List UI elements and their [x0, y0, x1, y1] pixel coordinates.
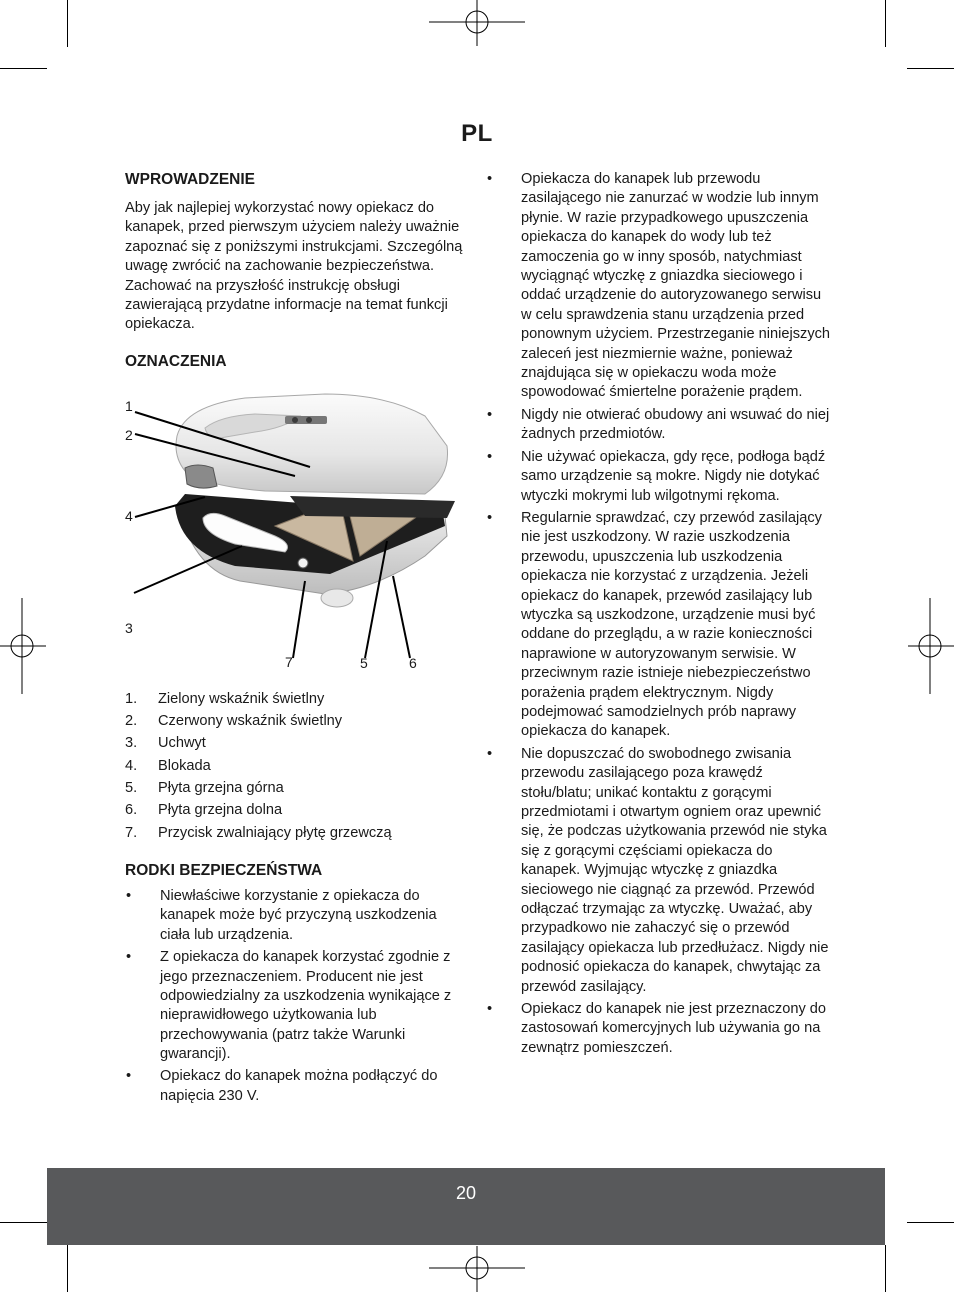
- crop-mark: [0, 68, 47, 69]
- callout-3: 3: [125, 619, 133, 636]
- list-item: 7. Przycisk zwalniający płytę grzewczą: [125, 824, 392, 841]
- registration-mark: [429, 1244, 525, 1292]
- list-item: • Nie używać opiekacza, gdy ręce, podłoga bądź samo urządzenie są mokre. Nigdy nie dotykać wtyczki mokrymi lub wilgotnymi rękoma.: [487, 448, 826, 504]
- list-item: • Opiekacz do kanapek można podłączyć do napięcia 230 V.: [126, 1068, 438, 1104]
- safety-list-left: [125, 887, 470, 1106]
- list-item: • Opiekacz do kanapek nie jest przeznaczony do zastosowań komercyjnych lub używania go na zewnątrz pomieszczeń.: [487, 1001, 827, 1056]
- crop-mark: [907, 1222, 954, 1223]
- right-column: [486, 170, 831, 1061]
- crop-mark: [885, 1245, 886, 1292]
- safety-section: [125, 861, 470, 1106]
- callout-7: 7: [285, 653, 293, 670]
- crop-mark: [67, 1245, 68, 1292]
- crop-mark: [907, 68, 954, 69]
- safety-list-right: [486, 170, 831, 1058]
- parts-section: [125, 352, 470, 843]
- intro-section: [125, 170, 470, 335]
- crop-mark: [67, 0, 68, 47]
- parts-list: [125, 690, 470, 843]
- list-item: • Regularnie sprawdzać, czy przewód zasilający nie jest uszkodzony. W razie uszkodzenia przewodu, upuszczenia lub uszkodzenia opiekacza nie korzystać z urządzenia. Jeżeli opiekacz do kanapek, przewód zasilający lub wtyczka są uszkodzone, urządzenie musi być oddane do przeglądu, a w razie konieczności naprawione w autoryzowanym serwisie. W przeciwnym razie istnieje niebezpieczeństwo porażenia prądem elektrycznym. Nigdy podejmować samodzielnych prób naprawy opiekacza do kanapek.: [487, 509, 822, 740]
- crop-mark: [885, 0, 886, 47]
- intro-heading: WPROWADZENIE: [125, 171, 256, 188]
- sandwich-maker-illustration: [125, 376, 470, 676]
- sandwich-maker-diagram: [125, 376, 470, 676]
- crop-mark: [0, 1222, 47, 1223]
- list-item: 1. Zielony wskaźnik świetlny: [125, 690, 325, 707]
- callout-1: 1: [125, 397, 133, 414]
- list-item: 3. Uchwyt: [125, 735, 206, 752]
- registration-mark: [906, 598, 954, 694]
- parts-heading: OZNACZENIA: [125, 352, 227, 370]
- safety-heading: RODKI BEZPIECZEŃSTWA: [125, 862, 323, 880]
- list-item: • Opiekacza do kanapek lub przewodu zasilającego nie zanurzać w wodzie lub innym płynie. W razie przypadkowego upuszczenia opiekacza do kanapek do wody lub też zamoczenia go w inny sposób, natychmiast wyciągnąć wtyczkę z gniazdka sieciowego i oddać urządzenie do autoryzowanego serwisu w celu sprawdzenia stanu urządzenia przed ponownym użyciem. Przestrzeganie niniejszych zaleceń jest niezmiernie ważne, ponieważ znajdująca się w opiekaczu woda może spowodować śmiertelne porażenie prądem.: [487, 171, 831, 401]
- list-item: 6. Płyta grzejna dolna: [125, 802, 283, 819]
- registration-mark: [429, 0, 525, 48]
- list-item: • Nigdy nie otwierać obudowy ani wsuwać do niej żadnych przedmiotów.: [487, 406, 830, 443]
- list-item: • Nie dopuszczać do swobodnego zwisania przewodu zasilającego poza krawędź stołu/blatu; unikać kontaktu z gorącymi przedmiotami i otwartym ogniem oraz upewnić się, że podczas użytkowania przewód nie styka się z gorącymi częściami opiekacza do kanapek. Wyjmując wtyczkę z gniazdka sieciowego nie ciągnąć za przewód. Przewód odłączać trzymając za wtyczkę. Uważać, aby przypadkowo nie zahaczyć się o przewód zasilający opiekacza lub przedłużacz. Nigdy nie podnosić opiekacza do kanapek, chwytając za przewód zasilający.: [487, 745, 829, 995]
- footer-bar: [47, 1168, 885, 1245]
- callout-5: 5: [360, 654, 368, 671]
- registration-mark: [0, 598, 48, 694]
- list-item: 4. Blokada: [125, 757, 211, 774]
- callout-4: 4: [125, 507, 133, 524]
- page-number: 20: [455, 1183, 477, 1203]
- intro-body: Aby jak najlepiej wykorzystać nowy opiekacz do kanapek, przed pierwszym użyciem należy uważnie zapoznać się z poniższymi instrukcjami. Szczególną uwagę zwrócić na zachowanie bezpieczeństwa. Zachować na przyszłość instrukcję obsługi zawierającą przydatne informacje na temat funkcji opiekacza.: [125, 200, 463, 333]
- list-item: • Z opiekacza do kanapek korzystać zgodnie z jego przeznaczeniem. Producent nie jest odpowiedzialny za uszkodzenia wynikające z nieprawidłowego użytkowania lub przechowywania (patrz także Warunki gwarancji).: [126, 949, 452, 1063]
- list-item: 5. Płyta grzejna górna: [125, 780, 284, 797]
- left-column: [125, 170, 470, 1109]
- language-code: PL: [461, 120, 493, 147]
- callout-2: 2: [125, 426, 133, 443]
- callout-6: 6: [409, 654, 417, 671]
- list-item: • Niewłaściwe korzystanie z opiekacza do kanapek może być przyczyną uszkodzenia ciała lub urządzenia.: [126, 888, 437, 943]
- list-item: 2. Czerwony wskaźnik świetlny: [125, 713, 343, 730]
